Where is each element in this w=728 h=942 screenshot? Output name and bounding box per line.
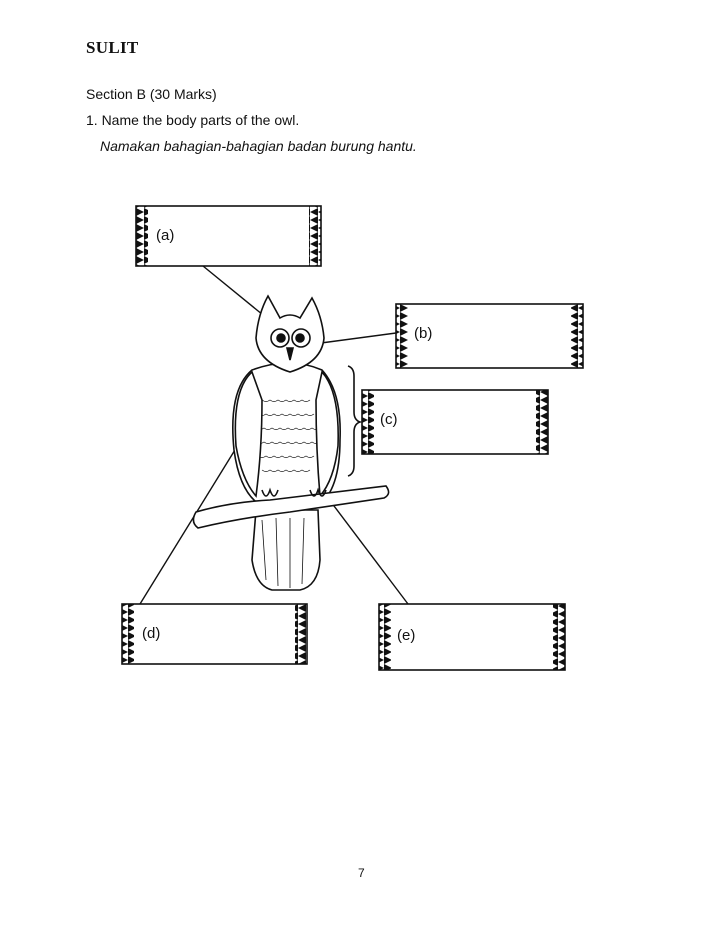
label-e-text: (e) — [397, 627, 416, 644]
label-b-text: (b) — [414, 325, 433, 342]
leader-line-e — [328, 498, 408, 604]
bracket-c — [348, 366, 360, 476]
owl-illustration — [193, 296, 388, 590]
label-c-text: (c) — [380, 411, 398, 428]
leader-line-d — [140, 445, 238, 604]
label-box-e[interactable] — [379, 604, 565, 670]
label-box-d[interactable] — [122, 604, 307, 664]
label-box-a[interactable] — [136, 206, 321, 266]
owl-head — [256, 296, 324, 372]
label-a-text: (a) — [156, 227, 175, 244]
question-text: 1. Name the body parts of the owl. — [86, 112, 300, 128]
section-title: Section B (30 Marks) — [86, 86, 217, 102]
question-text-malay: Namakan bahagian-bahagian badan burung hantu. — [100, 138, 417, 154]
label-d-text: (d) — [142, 625, 161, 642]
label-box-b[interactable] — [396, 304, 583, 368]
page-number: 7 — [358, 866, 365, 880]
classification-header: SULIT — [86, 38, 139, 57]
label-box-c[interactable] — [362, 390, 548, 454]
